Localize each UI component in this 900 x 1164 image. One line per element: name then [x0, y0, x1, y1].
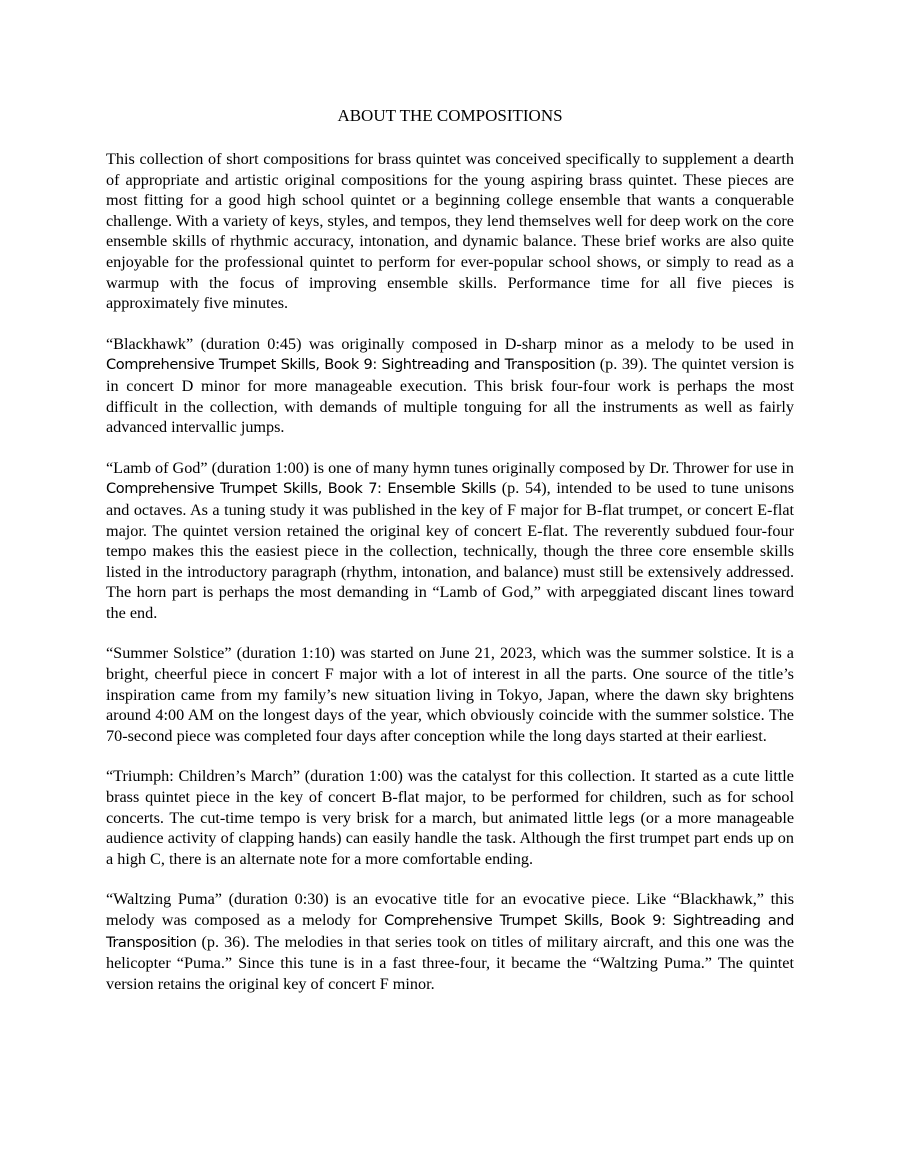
paragraph-text: (p. 54), intended to be used to tune unisons and octaves. As a tuning study it was published in the key of F major for B-flat trumpet, or concert E-flat major. The quintet version retained the original key of concert E-flat. The reverently subdued four-four tempo makes this the easiest piece in the collection, technically, though the three core ensemble skills listed in the introductory paragraph (rhythm, intonation, and balance) must still be extensively addressed. The horn part is perhaps the most demanding in “Lamb of God,” with arpeggiated discant lines toward the end. [106, 479, 794, 622]
blackhawk-paragraph [106, 334, 794, 438]
book-title: Comprehensive Trumpet Skills, Book 9: Sightreading and Transposition [106, 912, 794, 951]
intro-paragraph [106, 149, 794, 314]
page-title: ABOUT THE COMPOSITIONS [337, 106, 563, 125]
book-title: Comprehensive Trumpet Skills, Book 9: Sightreading and Transposition [106, 356, 596, 374]
paragraph-text: “Waltzing Puma” (duration 0:30) is an evocative title for an evocative piece. Like “Blackhawk,” this melody was composed as a melody for [106, 890, 794, 929]
waltzing-puma-paragraph [106, 889, 794, 994]
lamb-of-god-paragraph [106, 458, 794, 624]
paragraph-text: “Summer Solstice” (duration 1:10) was started on June 21, 2023, which was the summer solstice. It is a bright, cheerful piece in concert F major with a lot of interest in all the parts. One source of the title’s inspiration came from my family’s new situation living in Tokyo, Japan, where the dawn sky brightens around 4:00 AM on the longest days of the year, which obviously coincide with the summer solstice. The 70-second piece was completed four days after conception while the long days started at their earliest. [106, 644, 794, 745]
paragraph-text: “Blackhawk” (duration 0:45) was originally composed in D-sharp minor as a melody to be used in [106, 334, 794, 353]
paragraph-text: “Triumph: Children’s March” (duration 1:00) was the catalyst for this collection. It started as a cute little brass quintet piece in the key of concert B-flat major, to be performed for children, such as for school concerts. The cut-time tempo is very brisk for a march, but animated little legs (or a more manageable audience activity of clapping hands) can easily handle the task. Although the first trumpet part ends up on a high C, there is an alternate note for a more comfortable ending. [106, 767, 794, 868]
paragraph-text: This collection of short compositions for brass quintet was conceived specifically to supplement a dearth of appropriate and artistic original compositions for the young aspiring brass quintet. These pieces are most fitting for a good high school quintet or a beginning college ensemble that wants a conquerable challenge. With a variety of keys, styles, and tempos, they lend themselves well for deep work on the core ensemble skills of rhythmic accuracy, intonation, and dynamic balance. These brief works are also quite enjoyable for the professional quintet to perform for ever-popular school shows, or simply to read as a warmup with the focus of improving ensemble skills. Performance time for all five pieces is approximately five minutes. [106, 150, 794, 313]
paragraph-text: (p. 39). The quintet version is in concert D minor for more manageable execution. This brisk four-four work is perhaps the most difficult in the collection, with demands of multiple tonguing for all the instruments as well as fairly advanced intervallic jumps. [106, 355, 795, 437]
document-page [106, 104, 794, 1014]
paragraph-text: (p. 36). The melodies in that series took on titles of military aircraft, and this one was the helicopter “Puma.” Since this tune is in a fast three-four, it became the “Waltzing Puma.” The quintet version retains the original key of concert F minor. [106, 932, 794, 993]
paragraph-text: “Lamb of God” (duration 1:00) is one of many hymn tunes originally composed by Dr. Thrower for use in [106, 458, 794, 477]
book-title: Comprehensive Trumpet Skills, Book 7: Ensemble Skills [106, 480, 497, 498]
summer-solstice-paragraph [106, 643, 794, 746]
triumph-paragraph [106, 766, 794, 869]
